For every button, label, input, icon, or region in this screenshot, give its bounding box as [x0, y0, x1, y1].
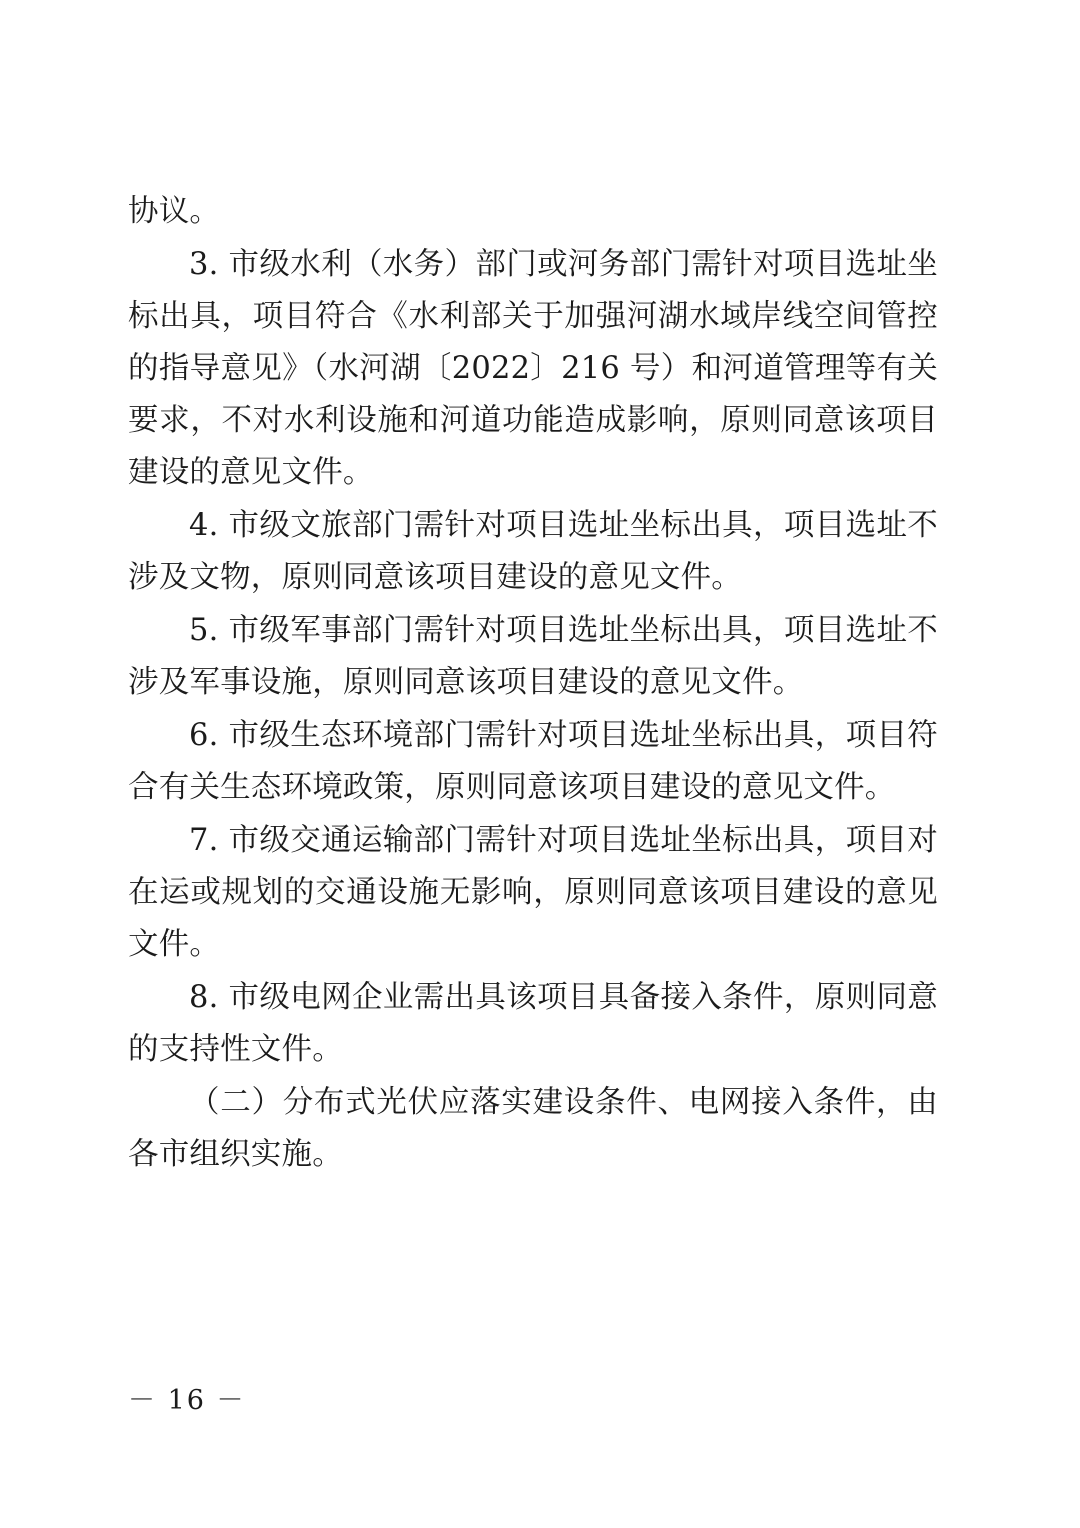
paragraph-item-7: 7. 市级交通运输部门需针对项目选址坐标出具，项目对在运或规划的交通设施无影响，原则同意该项目建设的意见文件。: [128, 823, 938, 962]
paragraph-item-4: 4. 市级文旅部门需针对项目选址坐标出具，项目选址不涉及文物，原则同意该项目建设的意见文件。: [128, 508, 938, 595]
paragraph-continuation: 协议。: [128, 194, 221, 229]
paragraph-item-5: 5. 市级军事部门需针对项目选址坐标出具，项目选址不涉及军事设施，原则同意该项目建设的意见文件。: [128, 613, 938, 700]
document-body: [128, 186, 938, 1182]
page-number: － 16 －: [128, 1385, 246, 1416]
paragraph-item-3: 3. 市级水利（水务）部门或河务部门需针对项目选址坐标出具，项目符合《水利部关于加强河湖水域岸线空间管控的指导意见》（水河湖〔2022〕216 号）和河道管理等有关要求，不对水利设施和河道功能造成影响，原则同意该项目建设的意见文件。: [128, 247, 938, 490]
paragraph-item-8: 8. 市级电网企业需出具该项目具备接入条件，原则同意的支持性文件。: [128, 980, 938, 1067]
page-footer: [128, 1378, 938, 1417]
paragraph-section-2: （二）分布式光伏应落实建设条件、电网接入条件，由各市组织实施。: [128, 1085, 938, 1172]
paragraph-item-6: 6. 市级生态环境部门需针对项目选址坐标出具，项目符合有关生态环境政策，原则同意该项目建设的意见文件。: [128, 718, 938, 805]
